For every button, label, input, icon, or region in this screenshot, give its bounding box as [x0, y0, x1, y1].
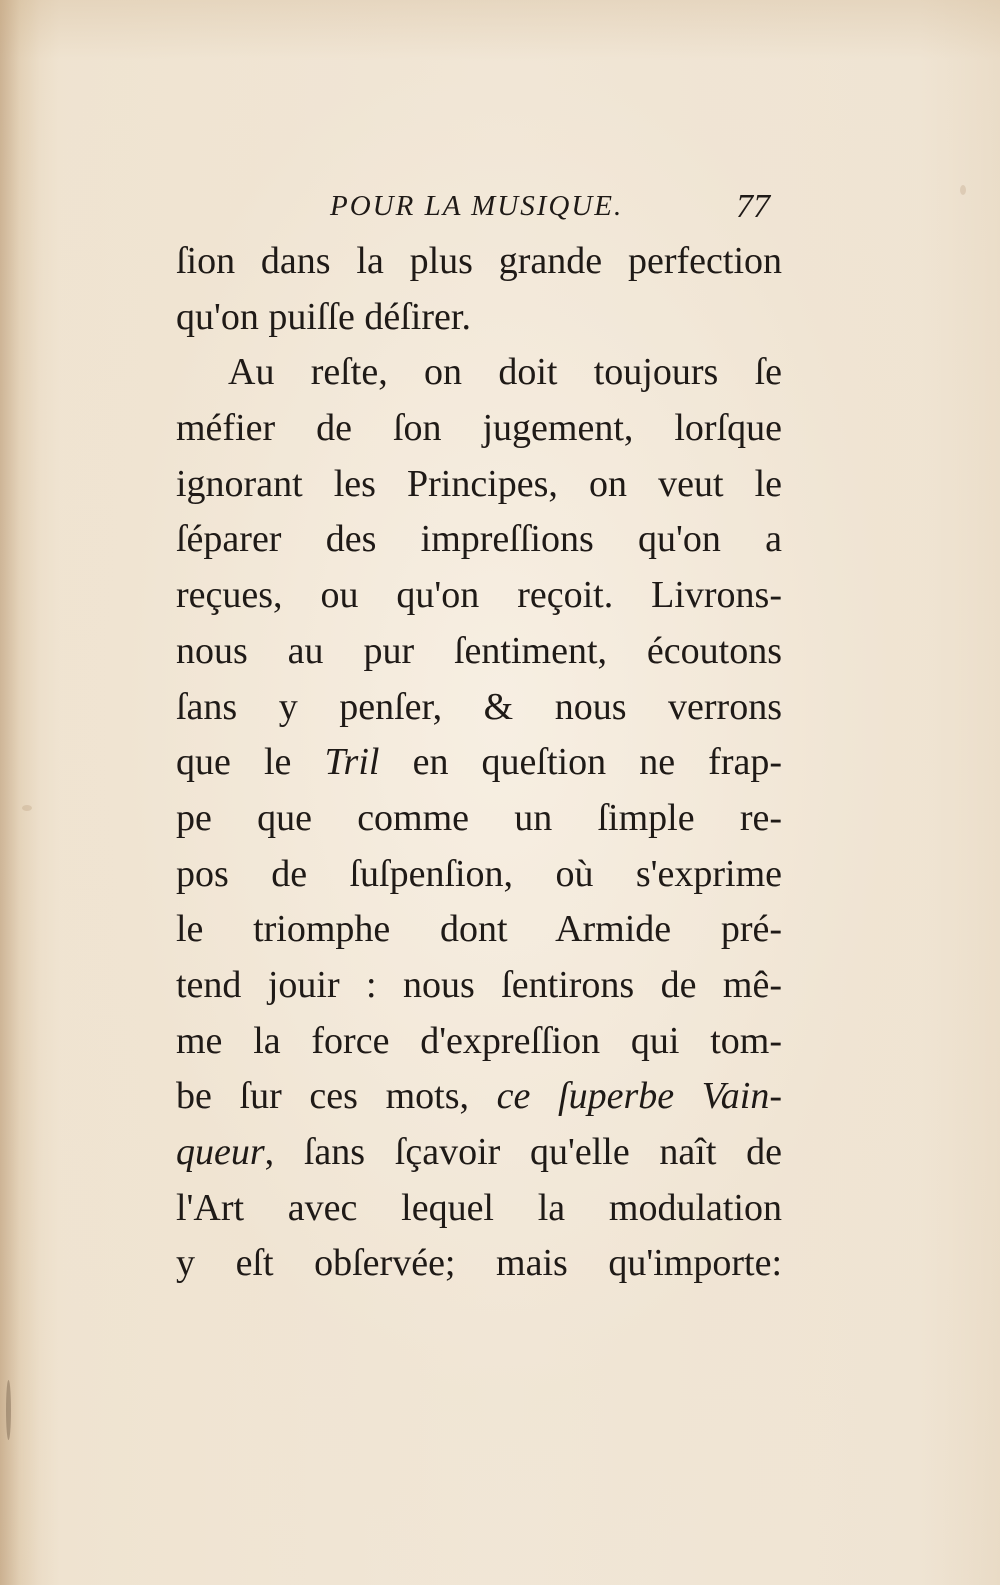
text-line: nous au pur ſentiment, écoutons: [176, 629, 782, 672]
foxing-spot: [960, 185, 966, 195]
page-edge-mark: [6, 1380, 11, 1440]
text-line: le triomphe dont Armide pré-: [176, 908, 782, 951]
text-span: , ſans ſçavoir qu'elle naît de: [264, 1131, 782, 1173]
text-line: ſéparer des impreſſions qu'on a: [176, 518, 782, 561]
text-line: ignorant les Principes, on veut le: [176, 462, 782, 505]
page-number: 77: [736, 188, 770, 225]
foxing-spot: [22, 805, 32, 811]
text-line: qu'on puiſſe déſirer.: [176, 295, 471, 338]
page-edge-shading: [0, 0, 40, 1585]
text-line: me la force d'expreſſion qui tom-: [176, 1019, 782, 1062]
text-span: que le: [176, 741, 325, 784]
text-line: pe que comme un ſimple re-: [176, 796, 782, 839]
italic-span: ce ſuperbe Vain-: [496, 1075, 782, 1118]
text-line: Au reſte, on doit toujours ſe: [228, 351, 782, 394]
text-line: pos de ſuſpenſion, où s'exprime: [176, 852, 782, 895]
text-line: y eſt obſervée; mais qu'importe:: [176, 1242, 782, 1285]
text-line: l'Art avec lequel la modulation: [176, 1186, 782, 1229]
text-span: en queſtion ne frap-: [379, 741, 782, 784]
text-line: ſans y penſer, & nous verrons: [176, 685, 782, 728]
page-top-shading: [0, 0, 1000, 60]
text-line: [176, 1069, 782, 1125]
text-line: [176, 735, 782, 791]
page-header: [330, 182, 780, 232]
text-line: reçues, ou qu'on reçoit. Livrons-: [176, 574, 782, 617]
text-line: [176, 1125, 782, 1181]
body-text: [176, 234, 782, 1292]
italic-span: Tril: [324, 741, 380, 784]
running-head: POUR LA MUSIQUE.: [330, 190, 624, 222]
italic-span: queur: [176, 1131, 265, 1173]
text-span: be ſur ces mots,: [176, 1075, 497, 1118]
text-line: méfier de ſon jugement, lorſque: [176, 407, 782, 450]
text-line: ſion dans la plus grande perfection: [176, 240, 782, 282]
text-line: tend jouir : nous ſentirons de mê-: [176, 963, 782, 1006]
